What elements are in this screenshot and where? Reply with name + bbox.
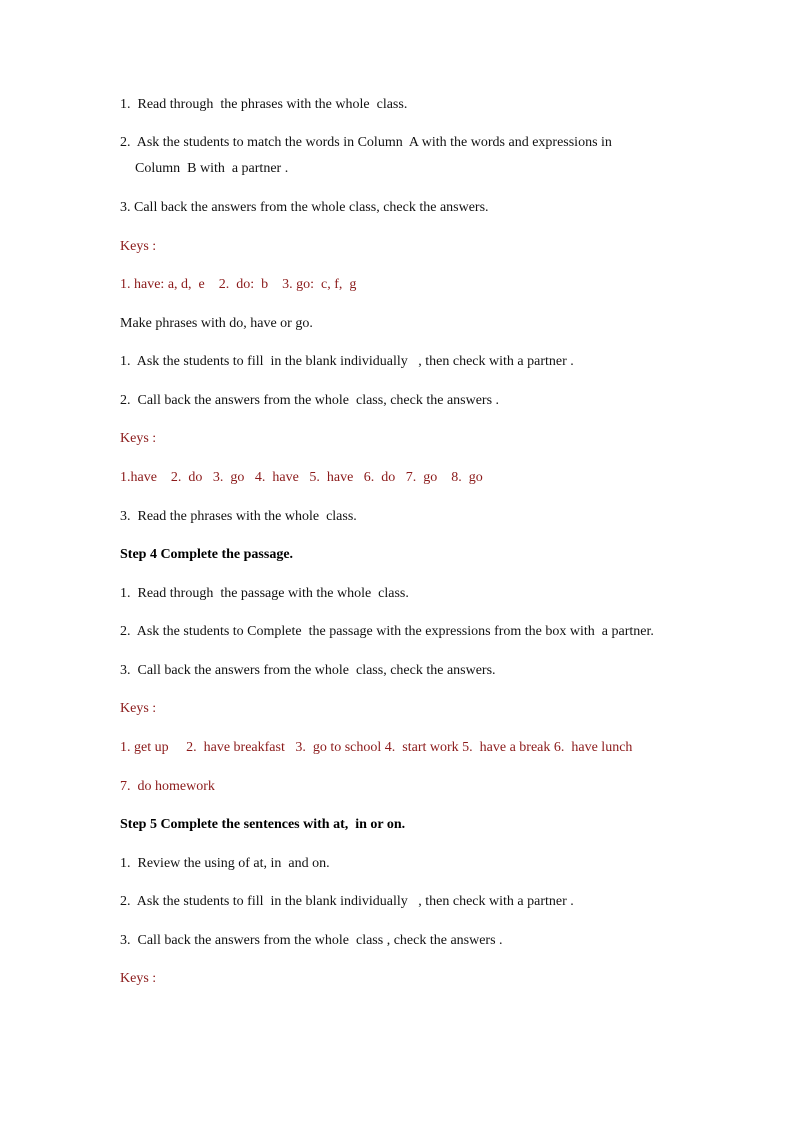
instruction-line-continued: Column B with a partner . <box>135 161 289 176</box>
keys-answers: 1. have: a, d, e 2. do: b 3. go: c, f, g <box>120 277 357 292</box>
instruction-line: 2. Ask the students to fill in the blank individually , then check with a partner . <box>120 894 574 909</box>
instruction-line: 1. Read through the passage with the whole class. <box>120 586 409 601</box>
instruction-line: 3. Call back the answers from the whole class, check the answers. <box>120 200 489 215</box>
instruction-line: 2. Call back the answers from the whole class, check the answers . <box>120 393 500 408</box>
keys-label: Keys : <box>120 701 157 716</box>
instruction-line: 1. Read through the phrases with the whole class. <box>120 97 408 112</box>
keys-answers: 1.have 2. do 3. go 4. have 5. have 6. do 7. go 8. go <box>120 470 483 485</box>
step-heading: Step 4 Complete the passage. <box>120 547 294 562</box>
instruction-line: 2. Ask the students to Complete the passage with the expressions from the box with a partner. <box>120 624 654 639</box>
instruction-line: 1. Review the using of at, in and on. <box>120 856 330 871</box>
instruction-line: 3. Read the phrases with the whole class. <box>120 509 357 524</box>
instruction-line: 3. Call back the answers from the whole class , check the answers . <box>120 933 503 948</box>
keys-answers: 1. get up 2. have breakfast 3. go to school 4. start work 5. have a break 6. have lunch <box>120 740 633 755</box>
keys-answers-continued: 7. do homework <box>120 779 215 794</box>
keys-label: Keys : <box>120 971 157 986</box>
keys-label: Keys : <box>120 431 157 446</box>
step-heading: Step 5 Complete the sentences with at, in or on. <box>120 817 406 832</box>
section-heading: Make phrases with do, have or go. <box>120 316 313 331</box>
keys-label: Keys : <box>120 239 157 254</box>
instruction-line: 3. Call back the answers from the whole class, check the answers. <box>120 663 496 678</box>
instruction-line: 1. Ask the students to fill in the blank individually , then check with a partner . <box>120 354 574 369</box>
instruction-line: 2. Ask the students to match the words in Column A with the words and expressions in <box>120 135 612 150</box>
